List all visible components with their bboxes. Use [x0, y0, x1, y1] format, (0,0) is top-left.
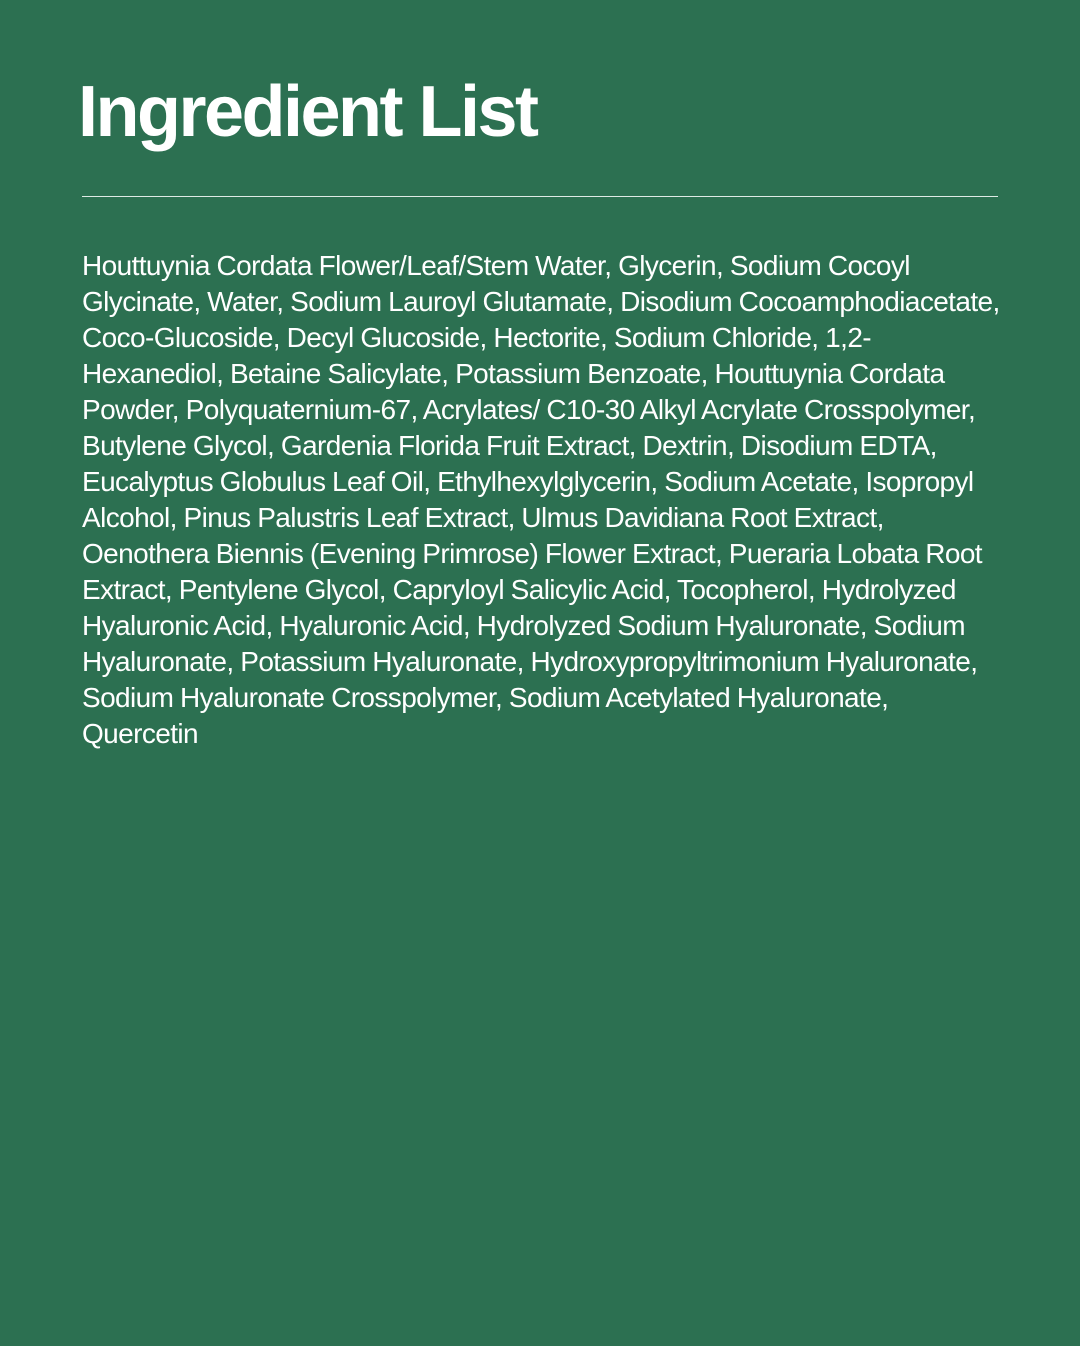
title-divider: [82, 196, 998, 197]
page-title: Ingredient List: [78, 72, 537, 152]
ingredients-text: Houttuynia Cordata Flower/Leaf/Stem Water, Glycerin, Sodium Cocoyl Glycinate, Water, Sodium Lauroyl Glutamate, Disodium Cocoamphodiacetate, Coco-Glucoside, Decyl Glucoside, Hectorite, Sodium Chloride, 1,2-Hexanediol, Betaine Salicylate, Potassium Benzoate, Houttuynia Cordata Powder, Polyquaternium-67, Acrylates/ C10-30 Alkyl Acrylate Crosspolymer, Butylene Glycol, Gardenia Florida Fruit Extract, Dextrin, Disodium EDTA, Eucalyptus Globulus Leaf Oil, Ethylhexylglycerin, Sodium Acetate, Isopropyl Alcohol, Pinus Palustris Leaf Extract, Ulmus Davidiana Root Extract, Oenothera Biennis (Evening Primrose) Flower Extract, Pueraria Lobata Root Extract, Pentylene Glycol, Capryloyl Salicylic Acid, Tocopherol, Hydrolyzed Hyaluronic Acid, Hyaluronic Acid, Hydrolyzed Sodium Hyaluronate, Sodium Hyaluronate, Potassium Hyaluronate, Hydroxypropyltrimonium Hyaluronate, Sodium Hyaluronate Crosspolymer, Sodium Acetylated Hyaluronate, Quercetin: [82, 250, 1000, 749]
